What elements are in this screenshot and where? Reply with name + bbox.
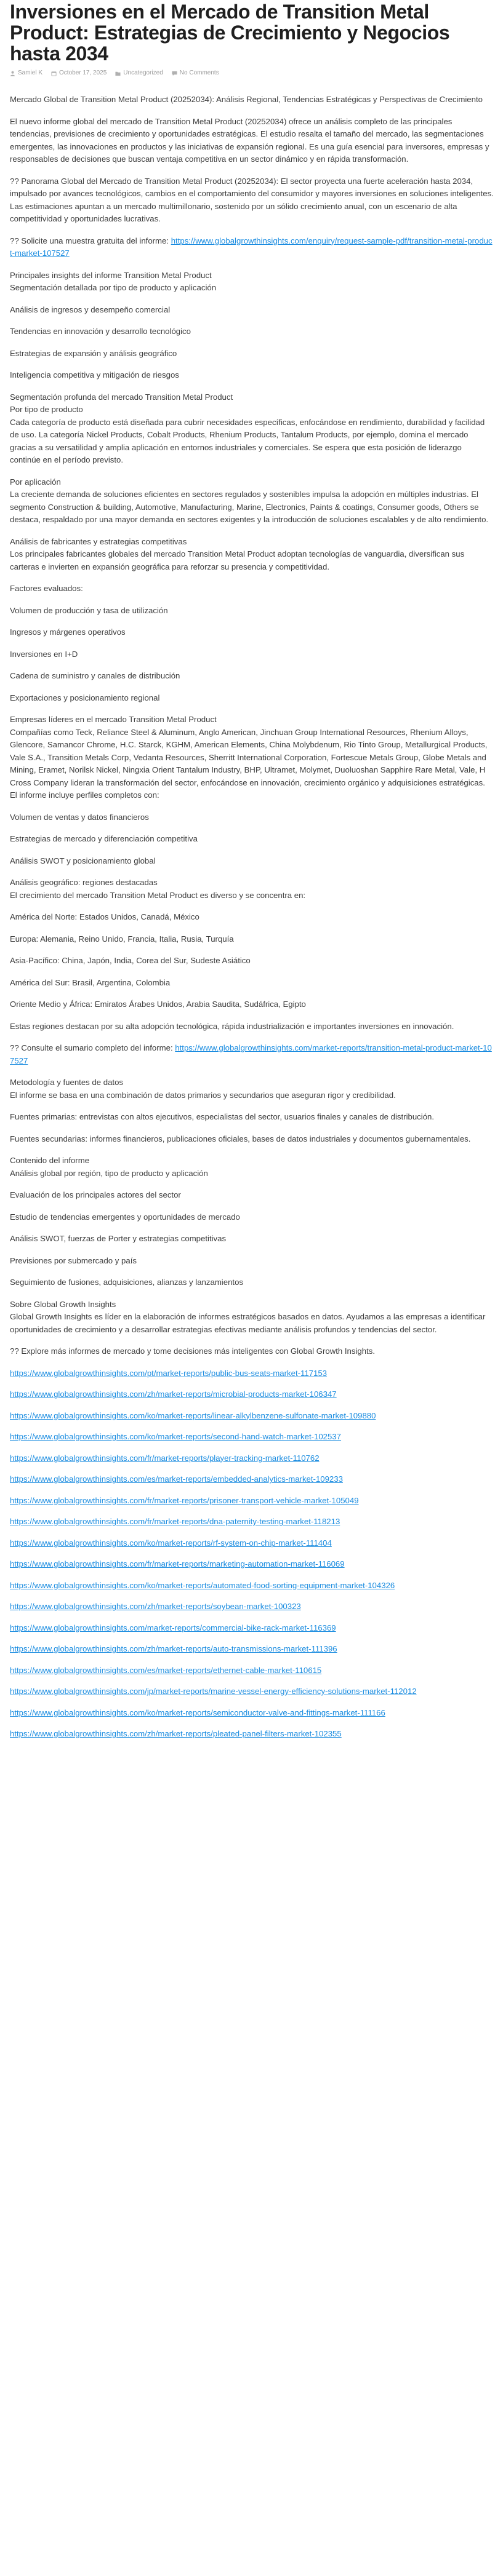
insights-heading-block: [10, 269, 494, 295]
report-link[interactable]: https://www.globalgrowthinsights.com/jp/market-reports/marine-vessel-energy-efficiency-solutions-market-112012: [10, 1687, 417, 1696]
report-link[interactable]: https://www.globalgrowthinsights.com/ko/market-reports/linear-alkylbenzene-sulfonate-market-109880: [10, 1410, 376, 1420]
meta-category[interactable]: Uncategorized: [115, 69, 163, 78]
report-link[interactable]: https://www.globalgrowthinsights.com/es/market-reports/embedded-analytics-market-109233: [10, 1474, 343, 1484]
list-item: [10, 1664, 494, 1677]
factor-item: Volumen de producción y tasa de utilización: [10, 605, 168, 615]
region-item: Oriente Medio y África: Emiratos Árabes Unidos, Arabia Saudita, Sudáfrica, Egipto: [10, 1000, 306, 1009]
report-link[interactable]: https://www.globalgrowthinsights.com/zh/market-reports/soybean-market-100323: [10, 1602, 301, 1611]
profile-item: Volumen de ventas y datos financieros: [10, 812, 149, 822]
regions-block: [10, 877, 494, 902]
seg-app-text: La creciente demanda de soluciones eficientes en sectores regulados y sostenibles impulsa la adopción en múltiples industrias. El segmento Construction & building, Automotive, Manufacturing, Marine, Electronics, Paints & coatings, Consumer goods, Others se destaca, respaldado por una mayor demanda en sectores exigentes y la introducción de soluciones escalables y de alto rendimiento.: [10, 490, 489, 524]
post-meta: [10, 69, 494, 78]
sample-link[interactable]: https://www.globalgrowthinsights.com/enquiry/request-sample-pdf/transition-metal-product-market-107527: [10, 236, 493, 258]
application-block: [10, 476, 494, 527]
content-item: Previsiones por submercado y país: [10, 1255, 137, 1265]
about-heading: Sobre Global Growth Insights: [10, 1299, 116, 1309]
list-item: [10, 1685, 494, 1698]
factor-item: Inversiones en I+D: [10, 649, 78, 659]
report-link[interactable]: https://www.globalgrowthinsights.com/ko/market-reports/second-hand-watch-market-102537: [10, 1432, 342, 1441]
leaders-heading: Empresas líderes en el mercado Transition Metal Product: [10, 715, 217, 724]
meta-author[interactable]: Samiel K: [10, 69, 42, 78]
sample-request: ?? Solicite una muestra gratuita del informe: https://www.globalgrowthinsights.com/enquiry/request-sample-pdf/transition-metal-product-market-107527: [10, 236, 493, 258]
report-link[interactable]: https://www.globalgrowthinsights.com/zh/market-reports/microbial-products-market-106347: [10, 1389, 337, 1399]
region-item: Asia-Pacífico: China, Japón, India, Corea del Sur, Sudeste Asiático: [10, 956, 251, 965]
summary-request: ?? Consulte el sumario completo del informe: https://www.globalgrowthinsights.com/market-reports/transition-metal-product-market-107527: [10, 1043, 492, 1065]
report-link[interactable]: https://www.globalgrowthinsights.com/ko/market-reports/automated-food-sorting-equipment-market-104326: [10, 1580, 395, 1590]
region-item: América del Sur: Brasil, Argentina, Colombia: [10, 977, 171, 987]
user-icon: [10, 71, 15, 76]
content-block: [10, 1155, 494, 1180]
list-item: [10, 1707, 494, 1720]
meta-comments[interactable]: No Comments: [172, 69, 219, 78]
list-item: [10, 1643, 494, 1656]
summary-link[interactable]: https://www.globalgrowthinsights.com/market-reports/transition-metal-product-market-107527: [10, 1043, 492, 1065]
report-link[interactable]: https://www.globalgrowthinsights.com/zh/market-reports/auto-transmissions-market-111396: [10, 1644, 337, 1653]
profile-item: Análisis SWOT y posicionamiento global: [10, 856, 156, 865]
regions-outro: Estas regiones destacan por su alta adopción tecnológica, rápida industrialización e importantes inversiones en innovación.: [10, 1021, 454, 1031]
factor-item: Cadena de suministro y canales de distribución: [10, 671, 180, 680]
factor-item: Exportaciones y posicionamiento regional: [10, 693, 160, 702]
comment-icon: [172, 71, 177, 76]
intro-heading: Mercado Global de Transition Metal Product (20252034): Análisis Regional, Tendencias Estratégicas y Perspectivas de Crecimiento: [10, 95, 483, 104]
method-block: [10, 1076, 494, 1102]
factors-heading: Factores evaluados:: [10, 584, 83, 593]
vendors-text: Los principales fabricantes globales del mercado Transition Metal Product adoptan tecnologías de vanguardia, diversifican sus carteras e invierten en expansión geográfica para reforzar su presencia y competitividad.: [10, 549, 465, 571]
about-text: Global Growth Insights es líder en la elaboración de informes estratégicos basados en datos. Ayudamos a las empresas a identificar oportunidades de crecimiento y a desarrollar estrategias efectivas mediante análisis profundos y tendencias del sector.: [10, 1312, 486, 1334]
profile-item: Estrategias de mercado y diferenciación competitiva: [10, 834, 198, 843]
vendors-block: [10, 536, 494, 574]
list-item: [10, 1473, 494, 1486]
explore-text: ?? Explore más informes de mercado y tome decisiones más inteligentes con Global Growth Insights.: [10, 1346, 375, 1356]
list-item: [10, 1600, 494, 1613]
content-sub: Análisis global por región, tipo de producto y aplicación: [10, 1168, 208, 1178]
intro-paragraph: El nuevo informe global del mercado de Transition Metal Product (20252034) ofrece un análisis completo de las principales tendencias, previsiones de crecimiento y oportunidades estratégicas. El estudio resalta el tamaño del mercado, las segmentaciones emergentes, las innovaciones en productos y las iniciativas de expansión regional. Es una guía esencial para inversores, empresas y responsables de decisiones que buscan ventaja competitiva en un sector dinámico y en rápida transformación.: [10, 116, 489, 164]
report-links: [10, 1367, 494, 1741]
regions-heading: Análisis geográfico: regiones destacadas: [10, 878, 158, 887]
primary-sources: Fuentes primarias: entrevistas con altos ejecutivos, especialistas del sector, usuarios finales y canales de distribución.: [10, 1112, 435, 1121]
content-item: Seguimiento de fusiones, adquisiciones, alianzas y lanzamientos: [10, 1278, 243, 1287]
region-item: Europa: Alemania, Reino Unido, Francia, Italia, Rusia, Turquía: [10, 934, 234, 944]
insight-item: Tendencias en innovación y desarrollo tecnológico: [10, 327, 191, 336]
report-link[interactable]: https://www.globalgrowthinsights.com/pt/market-reports/public-bus-seats-market-117153: [10, 1368, 328, 1378]
insights-sub: Segmentación detallada por tipo de producto y aplicación: [10, 283, 217, 292]
regions-intro: El crecimiento del mercado Transition Metal Product es diverso y se concentra en:: [10, 890, 306, 900]
report-link[interactable]: https://www.globalgrowthinsights.com/market-reports/commercial-bike-rack-market-116369: [10, 1623, 336, 1632]
list-item: [10, 1516, 494, 1529]
insight-item: Inteligencia competitiva y mitigación de riesgos: [10, 370, 179, 380]
seg-type-heading: Por tipo de producto: [10, 405, 83, 414]
content-item: Evaluación de los principales actores del sector: [10, 1190, 181, 1199]
list-item: [10, 1537, 494, 1550]
page-title: Inversiones en el Mercado de Transition Metal Product: Estrategias de Crecimiento y Negocios hasta 2034: [10, 1, 450, 65]
overview-paragraph: ?? Panorama Global del Mercado de Transition Metal Product (20252034): El sector proyecta una fuerte aceleración hasta 2034, impulsado por avances tecnológicos, cambios en el comportamiento del consumidor y mayores inversiones en soluciones inteligentes. Las estimaciones apuntan a un mercado multimillonario, sostenido por un sólido crecimiento anual, con un escenario de alta competitividad y oportunidades lucrativas.: [10, 176, 494, 223]
region-item: América del Norte: Estados Unidos, Canadá, México: [10, 912, 199, 921]
secondary-sources: Fuentes secundarias: informes financieros, publicaciones oficiales, bases de datos industriales y documentos gubernamentales.: [10, 1134, 471, 1143]
method-heading: Metodología y fuentes de datos: [10, 1078, 124, 1087]
list-item: [10, 1431, 494, 1444]
list-item: [10, 1367, 494, 1380]
folder-icon: [115, 71, 121, 76]
list-item: [10, 1558, 494, 1571]
about-block: [10, 1298, 494, 1337]
leaders-block: [10, 714, 494, 802]
calendar-icon: [51, 71, 57, 76]
segmentation-block: [10, 391, 494, 467]
insights-heading: Principales insights del informe Transition Metal Product: [10, 270, 212, 280]
insight-item: Análisis de ingresos y desempeño comercial: [10, 304, 171, 314]
meta-date: October 17, 2025: [51, 69, 107, 78]
report-link[interactable]: https://www.globalgrowthinsights.com/es/market-reports/ethernet-cable-market-110615: [10, 1665, 322, 1675]
list-item: [10, 1452, 494, 1465]
list-item: [10, 1388, 494, 1401]
list-item: [10, 1728, 494, 1741]
content-item: Análisis SWOT, fuerzas de Porter y estrategias competitivas: [10, 1234, 227, 1243]
list-item: [10, 1410, 494, 1423]
report-link[interactable]: https://www.globalgrowthinsights.com/ko/market-reports/semiconductor-valve-and-fittings-market-111166: [10, 1707, 385, 1717]
list-item: [10, 1495, 494, 1508]
list-item: [10, 1580, 494, 1592]
report-link[interactable]: https://www.globalgrowthinsights.com/fr/market-reports/player-tracking-market-110762: [10, 1453, 320, 1463]
content-item: Estudio de tendencias emergentes y oportunidades de mercado: [10, 1212, 240, 1222]
seg-app-heading: Por aplicación: [10, 477, 61, 487]
leaders-text: Compañías como Teck, Reliance Steel & Aluminum, Anglo American, Jinchuan Group International Resources, Rhenium Alloys, Glencore, Samancor Chrome, H.C. Starck, KGHM, American Elements, China Molybdenum, Rio Tinto Group, Metallurgical Products, Vale S.A., Transition Metals Corp, Vedanta Resources, Sherritt International Corporation, Fortescue Metals Group, Globe Metals and Mining, Eramet, Norilsk Nickel, Ningxia Orient Tantalum Industry, BHP, Ultramet, Molymet, Duoluoshan Sapphire Rare Metal, Vale, H Cross Company lideran la transformación del sector, enfocándose en innovación, crecimiento orgánico y adquisiciones estratégicas. El informe incluye perfiles completos con:: [10, 727, 488, 800]
list-item: [10, 1622, 494, 1635]
report-link[interactable]: https://www.globalgrowthinsights.com/fr/market-reports/marketing-automation-market-116069: [10, 1559, 345, 1568]
report-link[interactable]: https://www.globalgrowthinsights.com/zh/market-reports/pleated-panel-filters-market-102355: [10, 1729, 342, 1738]
report-link[interactable]: https://www.globalgrowthinsights.com/ko/market-reports/rf-system-on-chip-market-111404: [10, 1538, 332, 1548]
factor-item: Ingresos y márgenes operativos: [10, 627, 126, 637]
segmentation-heading: Segmentación profunda del mercado Transition Metal Product: [10, 392, 233, 402]
report-link[interactable]: https://www.globalgrowthinsights.com/fr/market-reports/dna-paternity-testing-market-118213: [10, 1517, 340, 1526]
vendors-heading: Análisis de fabricantes y estrategias competitivas: [10, 536, 187, 546]
content-heading: Contenido del informe: [10, 1156, 90, 1165]
report-link[interactable]: https://www.globalgrowthinsights.com/fr/market-reports/prisoner-transport-vehicle-market-105049: [10, 1495, 359, 1505]
method-text: El informe se basa en una combinación de datos primarios y secundarios que aseguran rigor y credibilidad.: [10, 1090, 396, 1100]
insight-item: Estrategias de expansión y análisis geográfico: [10, 348, 177, 358]
seg-type-text: Cada categoría de producto está diseñada para cubrir necesidades específicas, enfocándose en rendimiento, durabilidad y facilidad de uso. La categoría Nickel Products, Cobalt Products, Rhenium Products, Tantalum Products, por ejemplo, domina el mercado gracias a su versatilidad y amplia aplicación en entornos industriales y comerciales. Se espera que esta posición de liderazgo continúe en el período previsto.: [10, 417, 485, 464]
